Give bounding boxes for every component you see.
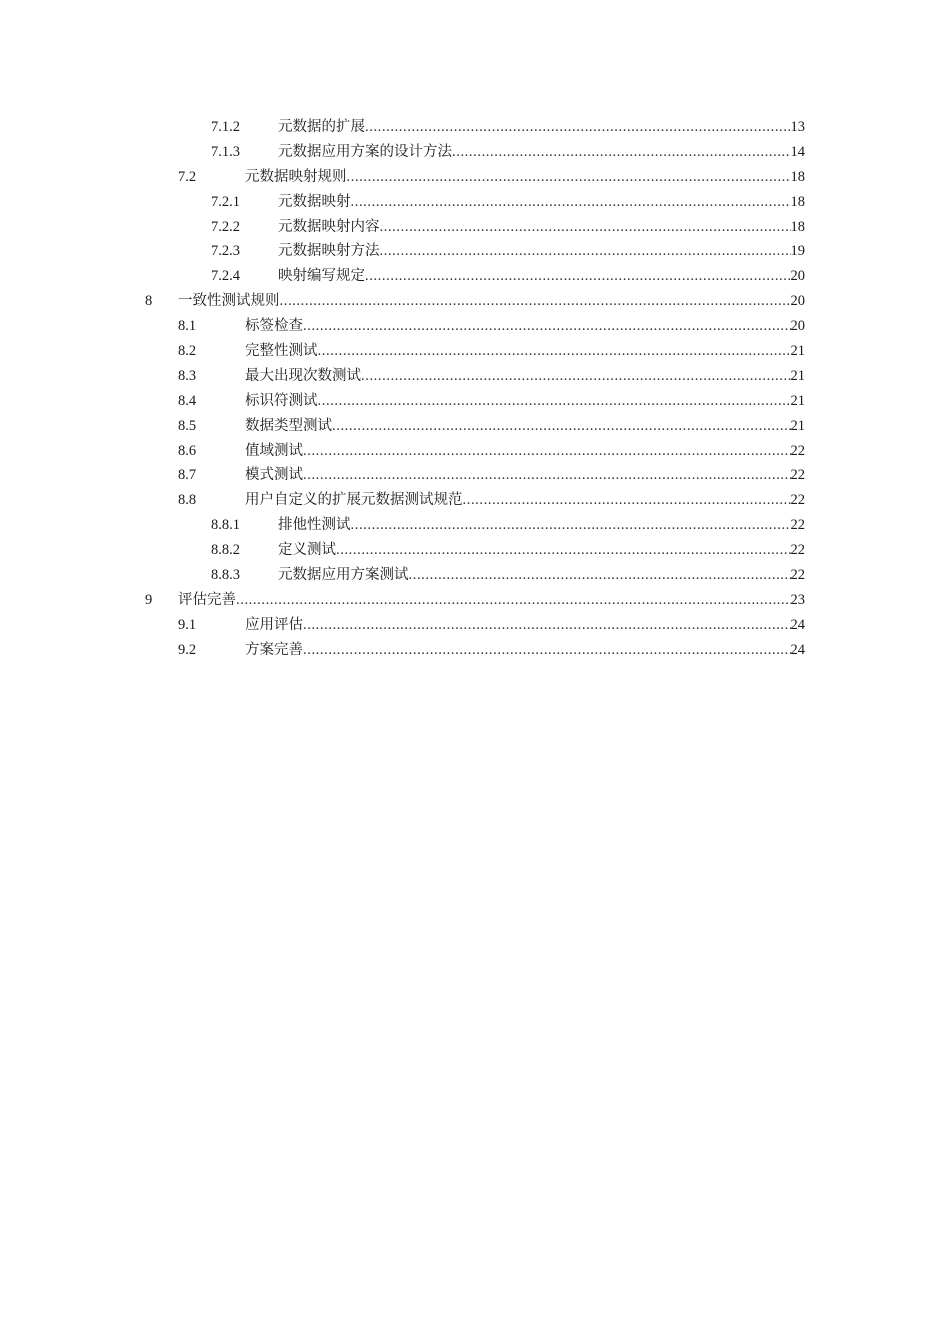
toc-entry-8[interactable]	[0, 289, 950, 314]
toc-leader-dots	[463, 488, 791, 513]
toc-leader-dots	[318, 339, 791, 364]
toc-leader-dots	[351, 513, 791, 538]
toc-body	[278, 115, 805, 140]
toc-body	[278, 538, 805, 563]
toc-number: 8.5	[178, 417, 197, 434]
toc-page-number: 22	[790, 492, 805, 509]
toc-number: 8.8	[178, 492, 197, 509]
toc-title: 标签检查	[245, 318, 303, 335]
toc-entry-8-8[interactable]	[0, 488, 950, 513]
toc-entry-8-3[interactable]	[0, 364, 950, 389]
toc-leader-dots	[336, 538, 791, 563]
toc-page-number: 21	[790, 417, 805, 434]
toc-leader-dots	[380, 239, 791, 264]
toc-title: 模式测试	[245, 467, 303, 484]
toc-title: 评估完善	[178, 591, 236, 608]
toc-body	[278, 239, 805, 264]
toc-number: 8	[145, 293, 153, 310]
toc-entry-7-2-2[interactable]	[0, 215, 950, 240]
toc-title: 一致性测试规则	[178, 293, 280, 310]
toc-page-number: 21	[790, 392, 805, 409]
toc-body	[245, 488, 805, 513]
toc-page-number: 22	[790, 542, 805, 559]
toc-body	[278, 513, 805, 538]
toc-number: 7.2	[178, 168, 197, 185]
toc-number: 9.2	[178, 641, 197, 658]
toc-page-number: 20	[790, 318, 805, 335]
toc-body	[245, 314, 805, 339]
toc-leader-dots	[303, 439, 791, 464]
toc-leader-dots	[351, 190, 791, 215]
toc-number: 7.2.2	[211, 218, 240, 235]
toc-page-number: 22	[790, 517, 805, 534]
toc-body	[245, 364, 805, 389]
toc-entry-7-2-3[interactable]	[0, 239, 950, 264]
toc-leader-dots	[236, 588, 791, 613]
toc-entry-8-1[interactable]	[0, 314, 950, 339]
toc-number: 8.4	[178, 392, 197, 409]
toc-page-number: 13	[790, 119, 805, 135]
toc-title: 元数据应用方案的设计方法	[278, 143, 452, 160]
toc-title: 方案完善	[245, 641, 303, 658]
toc-number: 8.7	[178, 467, 197, 484]
toc-title: 标识符测试	[245, 392, 318, 409]
toc-page-number: 18	[790, 218, 805, 235]
toc-body	[245, 638, 805, 663]
toc-body	[278, 140, 805, 165]
toc-entry-7-1-3[interactable]	[0, 140, 950, 165]
toc-body	[278, 264, 805, 289]
toc-leader-dots	[347, 165, 791, 190]
toc-page-number: 23	[790, 591, 805, 608]
toc-entry-7-2-1[interactable]	[0, 190, 950, 215]
table-of-contents	[0, 115, 950, 663]
toc-title: 最大出现次数测试	[245, 367, 361, 384]
toc-body	[245, 439, 805, 464]
toc-title: 值域测试	[245, 442, 303, 459]
toc-page-number: 20	[790, 268, 805, 285]
toc-number: 8.8.3	[211, 567, 240, 584]
toc-title: 应用评估	[245, 616, 303, 633]
toc-page-number: 18	[790, 168, 805, 185]
toc-page-number: 20	[790, 293, 805, 310]
toc-leader-dots	[332, 414, 791, 439]
toc-title: 数据类型测试	[245, 417, 332, 434]
toc-title: 用户自定义的扩展元数据测试规范	[245, 492, 463, 509]
toc-title: 完整性测试	[245, 343, 318, 360]
toc-number: 7.1.3	[211, 143, 240, 160]
toc-title: 元数据映射内容	[278, 218, 380, 235]
toc-number: 8.6	[178, 442, 197, 459]
toc-leader-dots	[361, 364, 791, 389]
toc-entry-7-2[interactable]	[0, 165, 950, 190]
toc-leader-dots	[303, 638, 791, 663]
toc-title: 映射编写规定	[278, 268, 365, 285]
toc-page-number: 18	[790, 193, 805, 210]
toc-title: 元数据映射规则	[245, 168, 347, 185]
toc-number: 9	[145, 591, 153, 608]
toc-leader-dots	[452, 140, 791, 165]
toc-page-number: 22	[790, 467, 805, 484]
toc-entry-9-1[interactable]	[0, 613, 950, 638]
toc-body	[278, 215, 805, 240]
toc-entry-9[interactable]	[0, 588, 950, 613]
toc-page-number: 24	[790, 616, 805, 633]
toc-page-number: 14	[790, 143, 805, 160]
toc-page-number: 21	[790, 367, 805, 384]
toc-body	[245, 165, 805, 190]
toc-entry-7-1-2[interactable]	[0, 115, 950, 140]
toc-title: 元数据映射	[278, 193, 351, 210]
toc-entry-7-2-4[interactable]	[0, 264, 950, 289]
toc-entry-9-2[interactable]	[0, 638, 950, 663]
toc-number: 9.1	[178, 616, 197, 633]
toc-entry-8-8-1[interactable]	[0, 513, 950, 538]
toc-leader-dots	[303, 613, 791, 638]
toc-number: 8.1	[178, 318, 197, 335]
toc-entry-8-2[interactable]	[0, 339, 950, 364]
toc-body	[245, 339, 805, 364]
toc-title: 排他性测试	[278, 517, 351, 534]
toc-title: 元数据的扩展	[278, 119, 365, 135]
toc-page-number: 22	[790, 567, 805, 584]
toc-body	[278, 563, 805, 588]
toc-number: 8.3	[178, 367, 197, 384]
toc-title: 定义测试	[278, 542, 336, 559]
toc-number: 7.1.2	[211, 119, 240, 135]
toc-number: 7.2.4	[211, 268, 240, 285]
toc-entry-8-8-2[interactable]	[0, 538, 950, 563]
toc-number: 8.8.2	[211, 542, 240, 559]
toc-page-number: 21	[790, 343, 805, 360]
toc-body	[178, 588, 805, 613]
toc-page-number: 24	[790, 641, 805, 658]
toc-body	[245, 389, 805, 414]
toc-entry-8-7[interactable]	[0, 463, 950, 488]
toc-page-number: 22	[790, 442, 805, 459]
toc-body	[245, 414, 805, 439]
toc-body	[278, 190, 805, 215]
toc-number: 8.2	[178, 343, 197, 360]
toc-title: 元数据应用方案测试	[278, 567, 409, 584]
toc-entry-8-8-3[interactable]	[0, 563, 950, 588]
toc-leader-dots	[365, 115, 791, 140]
toc-entry-8-5[interactable]	[0, 414, 950, 439]
toc-leader-dots	[409, 563, 791, 588]
toc-number: 7.2.1	[211, 193, 240, 210]
toc-body	[245, 463, 805, 488]
toc-number: 8.8.1	[211, 517, 240, 534]
toc-title: 元数据映射方法	[278, 243, 380, 260]
toc-leader-dots	[365, 264, 791, 289]
toc-entry-8-6[interactable]	[0, 439, 950, 464]
toc-leader-dots	[280, 289, 791, 314]
toc-number: 7.2.3	[211, 243, 240, 260]
toc-leader-dots	[318, 389, 791, 414]
toc-leader-dots	[303, 463, 791, 488]
toc-page-number: 19	[790, 243, 805, 260]
toc-body	[245, 613, 805, 638]
toc-entry-8-4[interactable]	[0, 389, 950, 414]
toc-leader-dots	[380, 215, 791, 240]
toc-body	[178, 289, 805, 314]
toc-leader-dots	[303, 314, 791, 339]
